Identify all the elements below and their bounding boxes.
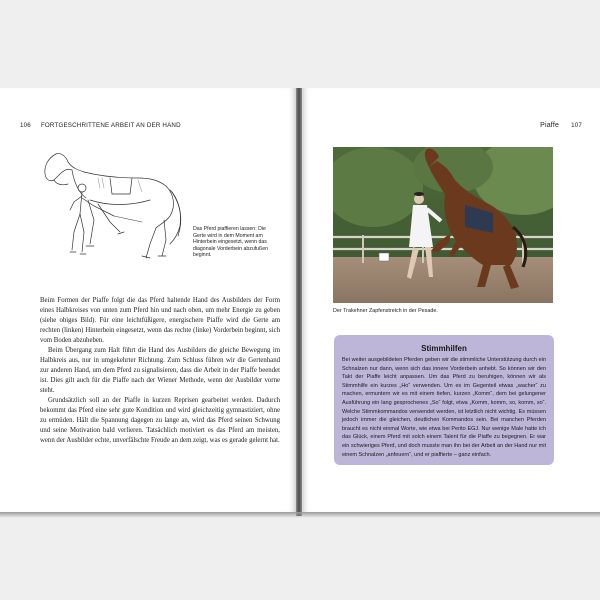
stimmhilfen-infobox	[334, 335, 554, 465]
photo-caption: Der Trakehner Zapfenstreich in der Pesade.	[333, 308, 438, 314]
left-page-number: 106	[20, 122, 31, 129]
infobox-title: Stimmhilfen	[421, 344, 467, 353]
right-running-head-text: Piaffe	[540, 122, 560, 129]
paragraph-2: Beim Übergang zum Halt führt die Hand des Ausbilders die gleiche Bewegung im Halbkreis aus, nur in umgekehrter Richtung. Zum Schluss führen wir die Gertenhand zur anderen Hand, um dem Pferd zu signalisieren, dass die Arbeit in der Piaffe beendet ist. Dies gilt auch für die Piaffe nach der Wiener Methode, wenn der Ausbilder vorne steht.	[40, 347, 280, 394]
right-running-head	[540, 122, 582, 129]
left-body-text	[40, 296, 280, 446]
sketch-caption: Das Pferd piaffieren lassen: Die Gerte wird in dem Moment am Hinterbein eingesetzt, wenn das diagonale Vorderbein abzufußen beginnt.	[193, 226, 268, 259]
left-page	[0, 88, 296, 512]
left-running-head	[20, 122, 181, 129]
paragraph-3: Grundsätzlich soll an der Piaffe in kurzen Reprisen gearbeitet werden. Dadurch bekommt das Pferd eine sehr gute Kondition und wird gleichzeitig gymnastiziert, ohne zu ermüden. Hält die Spannung dagegen zu lange an, wird das Pferd seinen Schwung und seine Motivation bald verlieren. Tatsächlich motiviert es das Pferd am meisten, wenn der Ausbilder echte, unverfälschte Freude an dem zeigt, was es gerade gelernt hat.	[40, 397, 280, 444]
horse-pesade-photo	[333, 147, 553, 303]
left-running-head-text: FORTGESCHRITTENE ARBEIT AN DER HAND	[40, 122, 181, 129]
infobox-text: Bei weiter ausgebildeten Pferden geben wir die stimmliche Unterstützung durch ein Schnalzen nur dann, wenn sich das innere Vorderbein anhebt. So können wir den Takt der Piaffe leicht anpassen. Um das Pferd zu beruhigen, können wir als Stimmhilfe ein kurzes „Ho“ verwenden. Um es im Gegenteil etwas „wacher“ zu machen, ermuntern wir es mit einem tiefen, kurzen „Komm“, dem bei gelungener Ausführung ein lang gesprochenes „So“ folgt, etwa „Komm, komm, so, komm, so“. Welche Stimmkommandos verwendet werden, ist letztlich nicht wichtig. Es müssen jedoch immer die gleichen, deutlichen Kommandos sein. Bei manchen Pferden braucht es nicht einmal Worte, wie etwa bei Perito EGJ. Nur wenige Male hatte ich das Glück, einem Pferd mit solch einem Talent für die Piaffe zu begegnen. Er war ein schwieriges Pferd, und doch musste man ihn bei der Arbeit an der Hand nur mit einem Schnalzen „anfeuern“, und er piaffierte – ganz einfach.	[342, 357, 546, 458]
right-page-number: 107	[571, 122, 582, 129]
right-page	[302, 88, 600, 512]
book-bottom-shadow	[0, 512, 600, 518]
horse-sketch-illustration	[38, 148, 188, 264]
book-spread	[0, 88, 600, 516]
paragraph-1: Beim Formen der Piaffe folgt die das Pferd haltende Hand des Ausbilders der Form eines Halbkreises von unten zum Pferd hin und nach oben, um mehr Energie zu geben (siehe obiges Bild). Für eine leichtfüßigere, energischere Piaffe wird die Gerte am rechten (linken) Hinterbein eingesetzt, wenn das rechte (linke) Vorderbein beginnt, sich vom Boden abzuheben.	[40, 297, 280, 344]
